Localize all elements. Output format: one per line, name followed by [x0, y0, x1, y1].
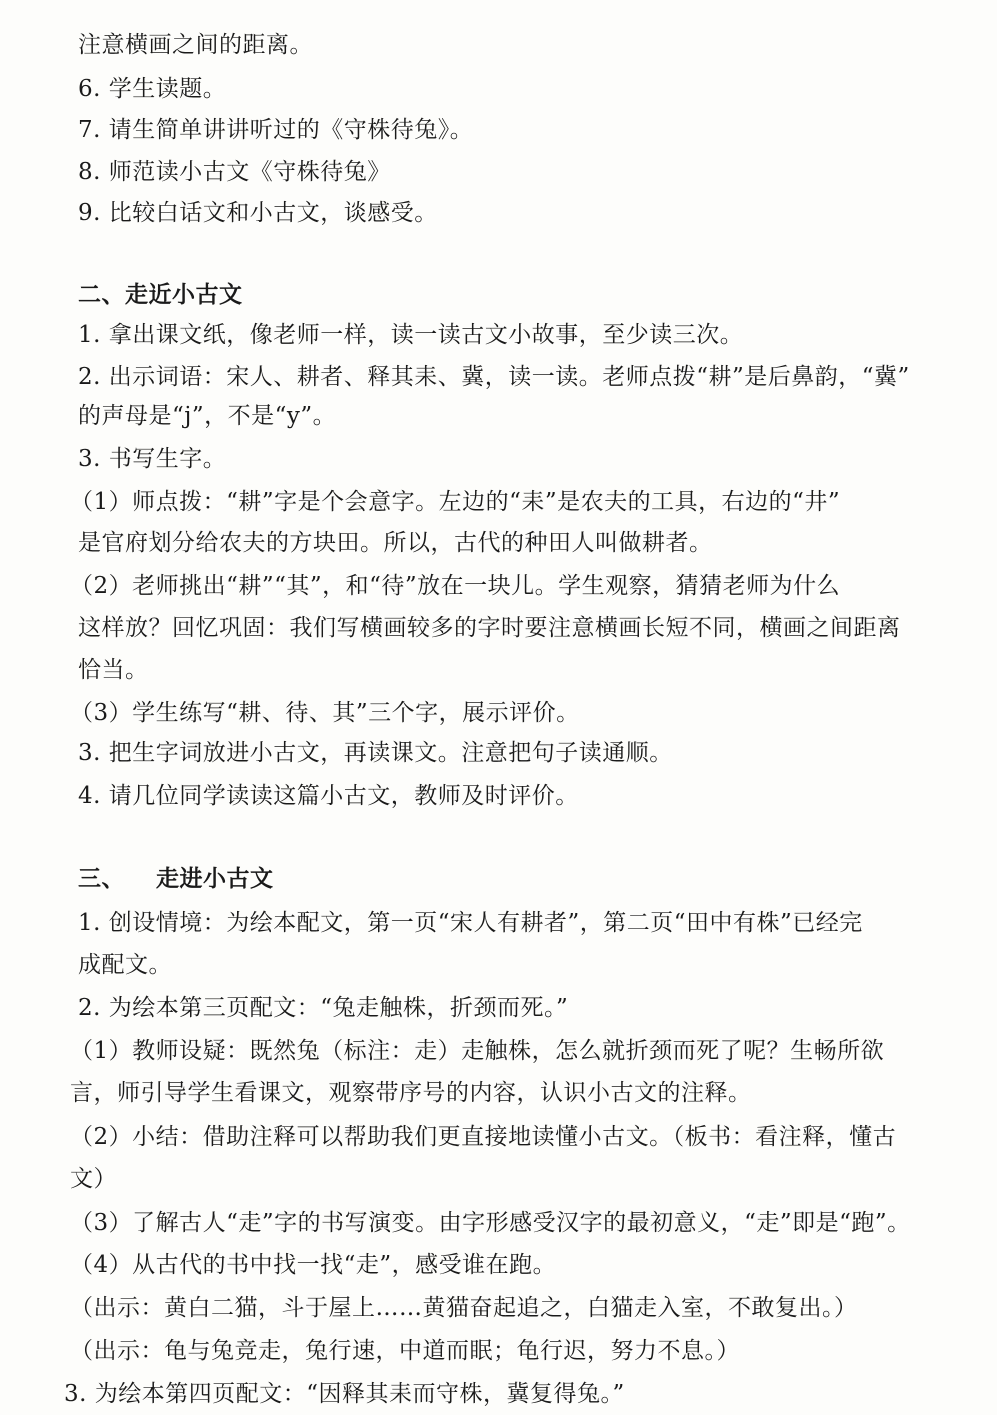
text-line: （1）教师设疑：既然兔（标注：走）走触株，怎么就折颈而死了呢？生畅所欲	[70, 1038, 885, 1064]
text-line: 4. 请几位同学读读这篇小古文，教师及时评价。	[78, 783, 579, 809]
text-line: 文）	[70, 1166, 117, 1192]
text-line: 注意横画之间的距离。	[78, 32, 313, 58]
text-line: （出示：黄白二猫，斗于屋上……黄猫奋起追之，白猫走入室，不敢复出。）	[70, 1295, 858, 1321]
text-line: 成配文。	[78, 952, 172, 978]
text-line: （2）小结：借助注释可以帮助我们更直接地读懂小古文。（板书：看注释，懂古	[70, 1124, 897, 1150]
text-line: 7. 请生简单讲讲听过的《守株待兔》。	[78, 117, 474, 143]
text-line: 是官府划分给农夫的方块田。所以，古代的种田人叫做耕者。	[78, 530, 713, 556]
text-line: （2）老师挑出“耕”“其”，和“待”放在一块儿。学生观察，猜猜老师为什么	[70, 573, 841, 599]
section-title: 走进小古文	[156, 866, 274, 892]
text-line: 3. 把生字词放进小古文，再读课文。注意把句子读通顺。	[78, 740, 673, 766]
text-line: 1. 创设情境：为绘本配文，第一页“宋人有耕者”，第二页“田中有株”已经完	[78, 910, 863, 936]
text-line: 2. 出示词语：宋人、耕者、释其耒、冀，读一读。老师点拨“耕”是后鼻韵，“冀”	[78, 364, 910, 390]
text-line: 6. 学生读题。	[78, 76, 227, 102]
text-line: 3. 书写生字。	[78, 446, 227, 472]
text-line: （4）从古代的书中找一找“走”，感受谁在跑。	[70, 1252, 557, 1278]
text-line: （出示：龟与兔竞走，兔行速，中道而眠；龟行迟，努力不息。）	[70, 1338, 740, 1364]
text-line: 3. 为绘本第四页配文：“因释其耒而守株，冀复得兔。”	[64, 1381, 625, 1407]
text-line: （3）了解古人“走”字的书写演变。由字形感受汉字的最初意义，“走”即是“跑”。	[70, 1210, 911, 1236]
text-line: 恰当。	[78, 657, 149, 683]
section-heading: 二、走近小古文	[78, 282, 243, 308]
text-line: 这样放？回忆巩固：我们写横画较多的字时要注意横画长短不同，横画之间距离	[78, 615, 901, 641]
section-number: 三、	[78, 866, 125, 892]
text-line: 9. 比较白话文和小古文，谈感受。	[78, 200, 438, 226]
text-line: 的声母是“j”，不是“y”。	[78, 403, 337, 429]
section-heading	[78, 864, 958, 894]
text-line: 2. 为绘本第三页配文：“兔走触株，折颈而死。”	[78, 995, 569, 1021]
text-line: （1）师点拨：“耕”字是个会意字。左边的“耒”是农夫的工具，右边的“井”	[70, 489, 841, 515]
text-line: 8. 师范读小古文《守株待兔》	[78, 159, 391, 185]
text-line: （3）学生练写“耕、待、其”三个字，展示评价。	[70, 700, 580, 726]
text-line: 1. 拿出课文纸，像老师一样，读一读古文小故事，至少读三次。	[78, 322, 744, 348]
text-line: 言，师引导学生看课文，观察带序号的内容，认识小古文的注释。	[70, 1080, 752, 1106]
